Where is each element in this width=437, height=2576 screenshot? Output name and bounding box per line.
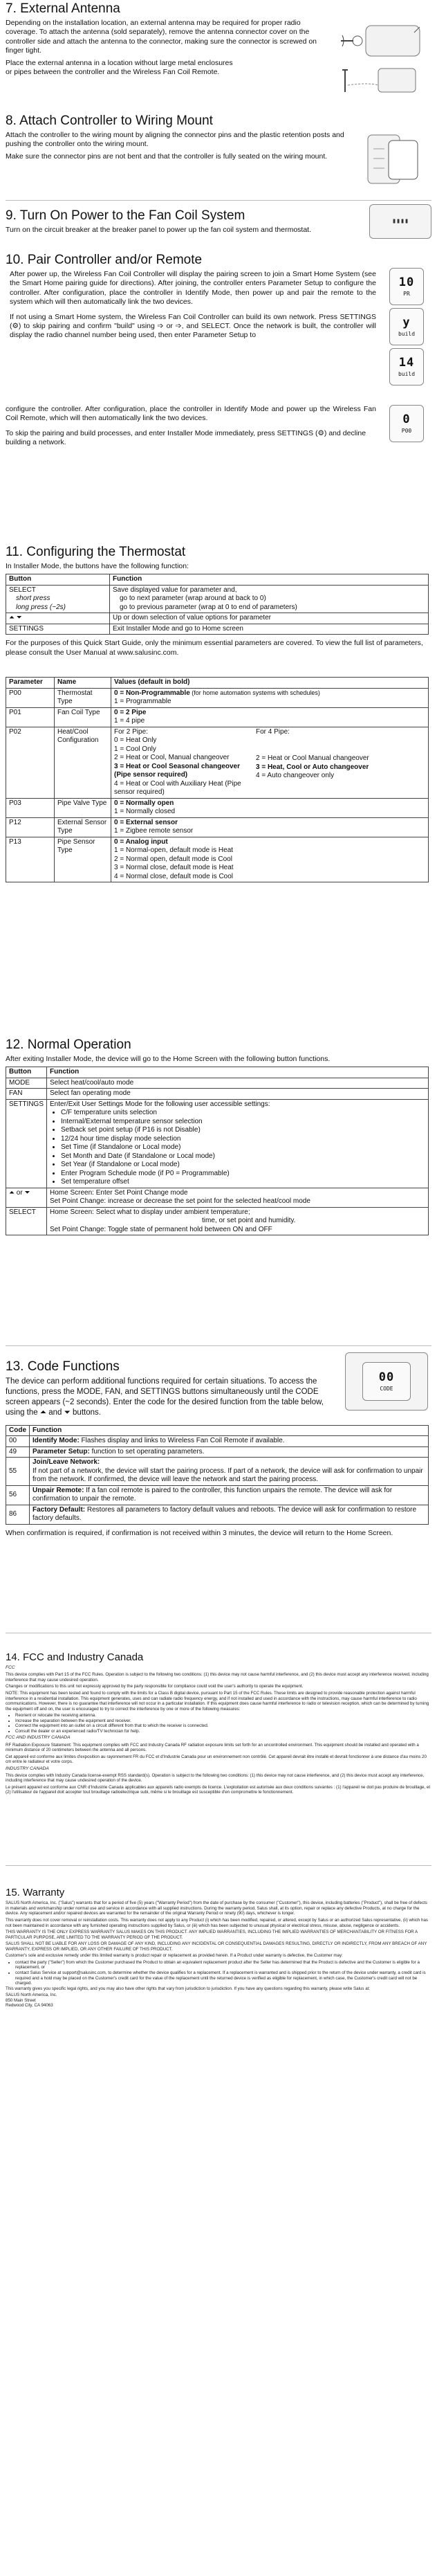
param-value-default: 3 = Heat, Cool or Auto changeover (256, 763, 369, 771)
param-value: 0 = Heat Only (114, 736, 157, 745)
table-header-row (6, 574, 429, 586)
warranty-address-line: Redwood City, CA 94063 (6, 2003, 53, 2008)
mode-function: Select heat/cool/auto mode (47, 1078, 429, 1089)
divider (6, 200, 431, 201)
param-value: 1 = Programmable (114, 698, 171, 706)
breaker-device-image (369, 204, 431, 239)
table-row (6, 585, 429, 613)
pair-text-4: To skip the pairing and build processes, and enter Installer Mode immediately, press SETTINGS (⚙) and decline building a network. (6, 428, 366, 447)
col-function: Function (47, 1067, 429, 1078)
list-item: • 12/24 hour time display mode selection (61, 1135, 425, 1144)
power-figure (369, 204, 431, 239)
list-item: • Set Year (if Standalone or Local mode) (61, 1161, 425, 1170)
wiring-mount-illustration (358, 131, 425, 188)
table-row (6, 1188, 429, 1207)
table-header-row (6, 678, 429, 689)
code-value: 56 (6, 1485, 30, 1505)
table-row (6, 837, 429, 882)
pair-text-1: After power up, the Wireless Fan Coil Controller will display the pairing screen to join a Smart Home System (see the Smart Home pairing guide for directions). After joining, the controller enters Parameter Setup to configure the controller. After configuration, place the controller in Identify Mode, then power up and pair the remote to the system which will then automatically link the two devices. (10, 269, 376, 307)
normal-buttons-table (6, 1067, 429, 1235)
table-row (6, 1446, 429, 1458)
p02-2pipe-heading: For 2 Pipe: (114, 727, 148, 736)
divider (6, 1865, 431, 1866)
param-code: P02 (6, 727, 55, 798)
p02-4pipe-heading: For 4 Pipe: (256, 727, 290, 736)
fcc-subheading: FCC AND INDUSTRY CANADA (6, 1735, 71, 1741)
updown-button-label: ⏶ or ⏷ (6, 1188, 47, 1207)
pair-heading: 10. Pair Controller and/or Remote (6, 253, 203, 267)
table-row (6, 613, 429, 624)
param-value-default: 3 = Heat or Cool Seasonal changeover (Pipe sensor required) (114, 762, 241, 779)
param-value-default: 0 = 2 Pipe (114, 708, 147, 716)
param-value-default: 0 = Normally open (114, 799, 174, 807)
warranty-body (6, 1901, 431, 2008)
code-function-name: Unpair Remote: (32, 1486, 84, 1494)
code-value: 00 (6, 1436, 30, 1447)
antenna-connector-illustration (338, 19, 428, 62)
code-function-name: Join/Leave Network: (32, 1458, 100, 1467)
fcc-text: Changes or modifications to this unit not expressly approved by the party responsible for compliance could void the user's authority to operate the equipment. (6, 1684, 304, 1689)
lcd-channel-screen (389, 348, 424, 386)
breaker-switch-icon: ▮▮▮▮ (391, 217, 409, 225)
fcc-measures-list (15, 1713, 431, 1734)
param-name: Thermostat Type (55, 688, 111, 707)
code-function-text: function to set operating parameters. (89, 1447, 205, 1455)
code-intro: The device can perform additional functions required for certain situations. To access the functions, press the MODE, FAN, and SETTINGS buttons simultaneously until the CODE screen appears (~2 seconds). Enter the code for the desired function from the table below, using the ⏶ and ⏷ buttons. (6, 1377, 324, 1417)
param-code: P13 (6, 837, 55, 882)
param-value: 2 = Heat or Cool Manual changeover (256, 754, 369, 763)
select-function-2: go to next parameter (wrap around at back to 0) (120, 595, 266, 603)
code-value: 49 (6, 1446, 30, 1458)
code-function-text: Flashes display and links to Wireless Fan Coil Remote if available. (79, 1437, 285, 1445)
table-row (6, 624, 429, 635)
config-heading: 11. Configuring the Thermostat (6, 545, 186, 559)
list-item: • Set Time (if Standalone or Local mode) (61, 1143, 425, 1152)
fcc-subheading: FCC (6, 1665, 15, 1671)
param-name: Pipe Valve Type (55, 798, 111, 817)
updown-function-2: Set Point Change: increase or decrease the set point for the selected heat/cool mode (50, 1197, 310, 1206)
param-value-default: 0 = External sensor (114, 818, 178, 826)
table-row (6, 727, 429, 798)
updown-function: Home Screen: Enter Set Point Change mode (50, 1188, 188, 1197)
table-row (6, 1436, 429, 1447)
table-row (6, 1078, 429, 1089)
section-warranty (6, 1887, 431, 2060)
lcd-pairing-screen (389, 268, 424, 305)
param-name: Fan Coil Type (55, 707, 111, 727)
param-name: External Sensor Type (55, 817, 111, 837)
wiring-figure (357, 131, 426, 188)
list-item: • contact Salus Service at support@salusinc.com, to determine whether the device qualifies for a replacement. If a replacement is warranted and is shipped prior to the return of the device under warranty, a credit card is required and a hold may be placed on the Customer's credit card for the value of the replacement until the returned device is verified as eligible for replacement, in which case, the Customer's credit card will not be charged. (15, 1970, 431, 1986)
code-device-image (345, 1352, 428, 1411)
table-row (6, 707, 429, 727)
updown-function: Up or down selection of value options for parameter (110, 613, 429, 624)
power-text: Turn on the circuit breaker at the breaker panel to power up the fan coil system and thermostat. (6, 225, 312, 234)
lcd-code-label: CODE (380, 1385, 393, 1392)
code-function-name: Parameter Setup: (32, 1447, 90, 1455)
pair-lcd-figures (382, 248, 431, 386)
table-row (6, 1458, 429, 1486)
param-value: 2 = Normal open, default mode is Cool (114, 855, 232, 863)
select-function-2: time, or set point and humidity. (202, 1217, 296, 1225)
table-header-row (6, 1425, 429, 1436)
param-value: 4 = Normal close, default mode is Cool (114, 872, 234, 880)
antenna-text-1: Depending on the installation location, an external antenna may be required for proper radio coverage. To attach the antenna (sold separately), remove the antenna connector cover on the controller side and attach the antenna to the connector, making sure the connector is screwed on finger tight. (6, 18, 317, 55)
list-item: • Setback set point setup (if P16 is not Disable) (61, 1126, 425, 1135)
param-value: 1 = Normal-open, default mode is Heat (114, 846, 234, 855)
param-value-note: (for home automation systems with schedules) (189, 689, 320, 696)
fcc-text: Cet appareil est conforme aux limites d'exposition au rayonnement FR du FCC et d'Industrie Canada pour un environnement non contrôlé. Cet appareil devrait être installé et devrait fonctionner à une distance d'au moins 20 cm entre le radiateur et votre corps. (6, 1754, 427, 1765)
code-function-name: Factory Default: (32, 1505, 86, 1514)
param-value: 1 = Cool Only (114, 745, 156, 753)
param-name: Pipe Sensor Type (55, 837, 111, 882)
settings-function: Exit Installer Mode and go to Home screen (110, 624, 429, 635)
settings-button-label: SETTINGS (6, 1099, 47, 1188)
antenna-heading: 7. External Antenna (6, 1, 120, 16)
short-press-label: short press (16, 595, 50, 603)
lcd-build-label-2: build (398, 370, 416, 377)
fan-button-label: FAN (6, 1089, 47, 1100)
param-value: 4 = Heat or Cool with Auxiliary Heat (Pipe sensor required) (114, 779, 241, 797)
select-button-label: SELECT (6, 1207, 47, 1235)
code-function-text: If a fan coil remote is paired to the controller, this function unpairs the remote. The device will ask for confirmation to unpair the remote. (32, 1486, 393, 1503)
antenna-text-2: Place the external antenna in a location without large metal enclosures or pipes between the controller and the Wireless Fan Coil Remote. (6, 58, 233, 77)
fcc-subheading: INDUSTRY CANADA (6, 1766, 49, 1771)
table-row (6, 1485, 429, 1505)
code-figure (342, 1350, 431, 1421)
antenna-figures (336, 19, 430, 96)
section-pair-controller (6, 248, 431, 541)
settings-button-label: SETTINGS (6, 624, 110, 635)
list-item: • C/F temperature units selection (61, 1109, 425, 1118)
param-value: 2 = Heat or Cool, Manual changeover (114, 754, 230, 762)
list-item: • contact the party ("Seller") from which the Customer purchased the Product to obtain an equivalent replacement product after the Seller has determined that the Product is defective and the Customer is eligible for a replacement, or (15, 1960, 431, 1970)
param-value: 1 = 4 pipe (114, 717, 145, 725)
table-row (6, 1505, 429, 1524)
config-after: For the purposes of this Quick Start Guide, only the minimum essential parameters are covered. To view the full list of parameters, please consult the User Manual at www.salusinc.com. (6, 639, 423, 657)
code-value: 86 (6, 1505, 30, 1524)
warranty-heading: 15. Warranty (6, 1887, 65, 1898)
lcd-build-label: build (398, 330, 416, 337)
list-item: • Reorient or relocate the receiving antenna. (15, 1713, 431, 1718)
table-row (6, 798, 429, 817)
col-function: Function (110, 574, 429, 586)
power-heading: 9. Turn On Power to the Fan Coil System (6, 208, 245, 223)
param-value: 1 = Normally closed (114, 808, 176, 816)
warranty-text: This warranty gives you specific legal rights, and you may also have other rights that vary from jurisdiction to jurisdiction. If you have any questions regarding this warranty, please write Salus at: (6, 1986, 371, 1991)
param-code: P01 (6, 707, 55, 727)
list-item: • Set Month and Date (if Standalone or Local mode) (61, 1152, 425, 1161)
fcc-text: This device complies with Industry Canada license-exempt RSS standard(s). Operation is subject to the following two conditions: (1) this device may not cause interference, and (2) this device must accept any interference, including interference that may cause undesired operation of the device. (6, 1772, 425, 1784)
lcd-code-value: 00 (378, 1370, 395, 1385)
fan-function: Select fan operating mode (47, 1089, 429, 1100)
lcd-parameter-screen (389, 405, 424, 442)
pair-text-3: configure the controller. After configuration, place the controller in Identify Mode and power up the Wireless Fan Coil Remote, which will then automatically link the two devices. (6, 405, 376, 423)
pair-param-lcd (382, 405, 431, 451)
table-row (6, 1207, 429, 1235)
lcd-param-value: 0 (402, 412, 411, 427)
fcc-heading: 14. FCC and Industry Canada (6, 1651, 144, 1663)
param-value: 3 = Normal close, default mode is Heat (114, 864, 234, 872)
list-item: • Enter Program Schedule mode (if P0 = Programmable) (61, 1170, 425, 1179)
pair-text-2: If not using a Smart Home system, the Wireless Fan Coil Controller can build its own network. Press SETTINGS (⚙) to skip pairing and confirm "build" using ➩ or ➩, and SELECT. Once the network is built, the controller will display the radio channel number being used, then enter Parameter Setup to (10, 312, 376, 340)
lcd-channel-value: 10 (398, 275, 415, 290)
table-row (6, 1089, 429, 1100)
param-value: 1 = Zigbee remote sensor (114, 827, 194, 835)
list-item: • Set temperature offset (61, 1178, 425, 1187)
select-function-3: Set Point Change: Toggle state of permanent hold between ON and OFF (50, 1225, 272, 1233)
divider (6, 1345, 431, 1346)
wiring-heading: 8. Attach Controller to Wiring Mount (6, 114, 213, 128)
col-name: Name (55, 678, 111, 689)
warranty-remedy-list (15, 1960, 431, 1986)
param-value: 4 = Auto changeover only (256, 772, 335, 780)
code-after: When confirmation is required, if confirmation is not received within 3 minutes, the device will return to the Home Screen. (6, 1528, 393, 1537)
updown-button-label: ⏶ ⏷ (6, 613, 110, 624)
settings-function: Enter/Exit User Settings Mode for the following user accessible settings: (50, 1100, 270, 1108)
fcc-text: NOTE: This equipment has been tested and found to comply with the limits for a Class B digital device, pursuant to Part 15 of the FCC Rules. These limits are designed to provide reasonable protection against harmful interference in a residential installation. This equipment generates, uses and can radiate radio frequency energy, and if not installed and used in accordance with the instructions, may cause harmful interference to radio communications. However, there is no guarantee that interference will not occur in a particular installation. If this equipment does cause harmful interference to radio or television reception, which can be determined by turning the equipment off and on, the user is encouraged to try to correct the interference by one or more of the following measures: (6, 1690, 429, 1712)
page (0, 1, 437, 2060)
section-configuring (6, 545, 431, 1033)
fcc-text: Le présent appareil est conforme aux CNR d'Industrie Canada applicables aux appareils radio exempts de licence. L'exploitation est autorisée aux deux conditions suivantes : (1) l'appareil ne doit pas produire de brouillage, et (2) l'utilisateur de l'appareil doit accepter tout brouillage radioélectrique subi, même si le brouillage est susceptible d'en compromettre le fonctionnement. (6, 1784, 431, 1795)
lcd-radio-channel-value: 14 (398, 356, 415, 370)
col-button: Button (6, 574, 110, 586)
fcc-text: RF Radiation Exposure Statement: This equipment complies with FCC and Industry Canada RF radiation exposure limits set forth for an uncontrolled environment. This equipment should be installed and operated with a minimum distance of 20 centimeters between the antenna and all persons. (6, 1742, 419, 1753)
select-button-label: SELECT (9, 586, 36, 594)
normal-intro: After exiting Installer Mode, the device will go to the Home Screen with the following button functions. (6, 1054, 331, 1063)
list-item: • Increase the separation between the equipment and receiver. (15, 1718, 431, 1724)
warranty-text: Customer's sole and exclusive remedy under this limited warranty is product repair or replacement as provided herein. If a Product under warranty is defective, the Customer may: (6, 1953, 343, 1959)
select-function-3: go to previous parameter (wrap at 0 to end of parameters) (120, 603, 297, 611)
config-intro: In Installer Mode, the buttons have the following function: (6, 561, 189, 570)
col-values: Values (default in bold) (111, 678, 429, 689)
section-attach-controller (6, 114, 431, 197)
lcd-pair-label: PR (403, 290, 410, 297)
wiring-text-2: Make sure the connector pins are not bent and that the controller is fully seated on the wiring mount. (6, 152, 328, 161)
section-fcc (6, 1651, 431, 1862)
antenna-placement-illustration (338, 64, 428, 96)
table-row (6, 688, 429, 707)
table-header-row (6, 1067, 429, 1078)
table-row (6, 1099, 429, 1188)
param-value-default: 0 = Analog input (114, 837, 168, 846)
list-item: • Connect the equipment into an outlet on a circuit different from that to which the receiver is connected. (15, 1723, 431, 1729)
warranty-text: SALUS North America, Inc. ("Salus") warrants that for a period of five (5) years ("Warranty Period") from the date of purchase by the consumer ("Customer"), this device, including batteries ("Product"), shall be free of defects in materials and workmanship under normal use and service in accordance with all supplied instructions. During the warranty period, Salus shall, at its option, repair or replace any defective Products, at no charge for the device. Any replacement and/or repaired devices are warranted for the remainder of the original Warranty Period or ninety (90) days, whichever is longer. (6, 1901, 427, 1916)
list-item: • Internal/External temperature sensor selection (61, 1118, 425, 1127)
col-parameter: Parameter (6, 678, 55, 689)
section-code-functions (6, 1350, 431, 1629)
col-button: Button (6, 1067, 47, 1078)
fcc-text: This device complies with Part 15 of the FCC Rules. Operation is subject to the following two conditions: (1) this device may not cause harmful interference, and (2) this device must accept any interference received, including interference that may cause undesired operation. (6, 1672, 429, 1682)
installer-buttons-table (6, 574, 429, 635)
lcd-build-confirm-screen (389, 308, 424, 345)
lcd-code-screen (362, 1362, 411, 1401)
col-function: Function (30, 1425, 429, 1436)
normal-heading: 12. Normal Operation (6, 1037, 131, 1052)
code-table (6, 1425, 429, 1525)
param-code: P12 (6, 817, 55, 837)
param-name: Heat/Cool Configuration (55, 727, 111, 798)
section-external-antenna (6, 1, 431, 109)
section-turn-on-power (6, 204, 431, 248)
list-item: • Consult the dealer or an experienced radio/TV technician for help. (15, 1729, 431, 1734)
param-code: P00 (6, 688, 55, 707)
wiring-text-1: Attach the controller to the wiring mount by aligning the connector pins and the plastic retention posts and pushing the controller onto the wiring mount. (6, 130, 344, 149)
long-press-label: long press (~2s) (16, 603, 66, 611)
lcd-param-label: P00 (401, 427, 412, 434)
select-function-1: Save displayed value for parameter and, (113, 586, 237, 594)
table-row (6, 817, 429, 837)
section-normal-operation (6, 1037, 431, 1342)
warranty-text: SALUS SHALL NOT BE LIABLE FOR ANY LOSS OR DAMAGE OF ANY KIND, INCLUDING ANY INCIDENTAL OR CONSEQUENTIAL DAMAGES RESULTING, DIRECTLY OR INDIRECTLY, FROM ANY BREACH OF ANY WARRANTY, EXPRESS OR IMPLIED, OR ANY OTHER FAILURE OF THIS PRODUCT. (6, 1941, 427, 1952)
param-value-default: 0 = Non-Programmable (114, 689, 190, 697)
warranty-text: This warranty does not cover removal or reinstallation costs. This warranty does not apply to any Product (i) which has been modified, repaired, or altered, except by Salus or an authorized Salus representative, (ii) which has not been maintained in accordance with any furnished operating instructions supplied by Salus, or (iii) which has been subjected to unusual physical or electrical stress, misuse, abuse, negligence or accidents. (6, 1917, 429, 1928)
warranty-text: THIS WARRANTY IS THE ONLY EXPRESS WARRANTY SALUS MAKES ON THIS PRODUCT. ANY IMPLIED WARRANTIES, INCLUDING THE IMPLIED WARRANTIES OF MERCHANTABILITY OR FITNESS FOR A PARTICULAR PURPOSE, ARE LIMITED TO THE WARRANTY PERIOD OF THE PRODUCT. (6, 1930, 418, 1940)
parameters-table (6, 677, 429, 882)
warranty-address-line: SALUS North America, Inc. (6, 1993, 57, 1998)
lcd-yes-value: y (402, 316, 411, 330)
code-heading: 13. Code Functions (6, 1359, 120, 1374)
col-code: Code (6, 1425, 30, 1436)
user-settings-list (61, 1109, 425, 1187)
code-function-text: If not part of a network, the device will start the pairing process. If part of a network, the device will ask for confirmation to unpair from the network. If confirmed, the device will leave the network and start the pairing process. (32, 1467, 423, 1484)
param-code: P03 (6, 798, 55, 817)
code-function-text: Restores all parameters to factory default values and reboots. The device will ask for confirmation to restore factory defaults. (32, 1505, 417, 1523)
mode-button-label: MODE (6, 1078, 47, 1089)
code-function-name: Identify Mode: (32, 1437, 80, 1445)
warranty-address-line: 850 Main Street (6, 1997, 36, 2003)
fcc-body (6, 1665, 431, 1795)
select-function: Home Screen: Select what to display under ambient temperature; (50, 1208, 250, 1216)
code-value: 55 (6, 1458, 30, 1486)
